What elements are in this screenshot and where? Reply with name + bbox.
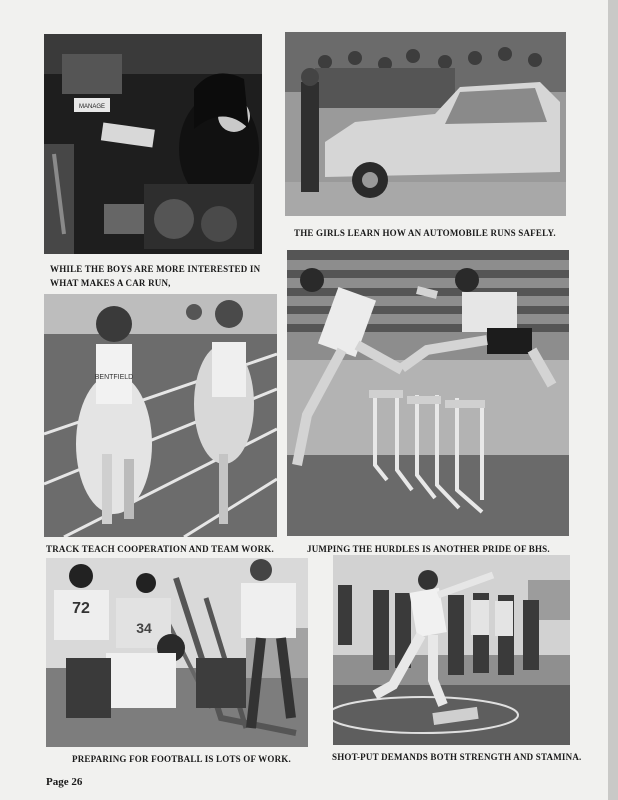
hurdles-photo <box>287 250 569 536</box>
girls-car-caption: THE GIRLS LEARN HOW AN AUTOMOBILE RUNS SAFELY. <box>294 228 556 238</box>
engine-plate-text: MANAGE <box>78 104 106 110</box>
track-shirt-text: BENTFIELD <box>94 374 134 381</box>
boys-engine-caption-line2: WHAT MAKES A CAR RUN, <box>50 278 171 288</box>
engine-photo <box>44 34 262 254</box>
track-photo <box>44 294 277 537</box>
jersey-left-number: 72 <box>72 600 90 617</box>
boys-engine-caption-line1: WHILE THE BOYS ARE MORE INTERESTED IN <box>50 264 261 274</box>
shotput-caption: SHOT-PUT DEMANDS BOTH STRENGTH AND STAMINA. <box>332 752 582 762</box>
hurdles-caption: JUMPING THE HURDLES IS ANOTHER PRIDE OF BHS. <box>307 544 550 554</box>
shotput-photo <box>333 555 570 745</box>
page-number: Page 26 <box>46 776 83 788</box>
track-caption: TRACK TEACH COOPERATION AND TEAM WORK. <box>46 544 274 554</box>
page-edge <box>608 0 618 800</box>
football-photo <box>46 558 308 747</box>
car-photo <box>285 32 566 216</box>
football-caption: PREPARING FOR FOOTBALL IS LOTS OF WORK. <box>72 754 291 764</box>
jersey-right-number: 34 <box>136 620 152 636</box>
